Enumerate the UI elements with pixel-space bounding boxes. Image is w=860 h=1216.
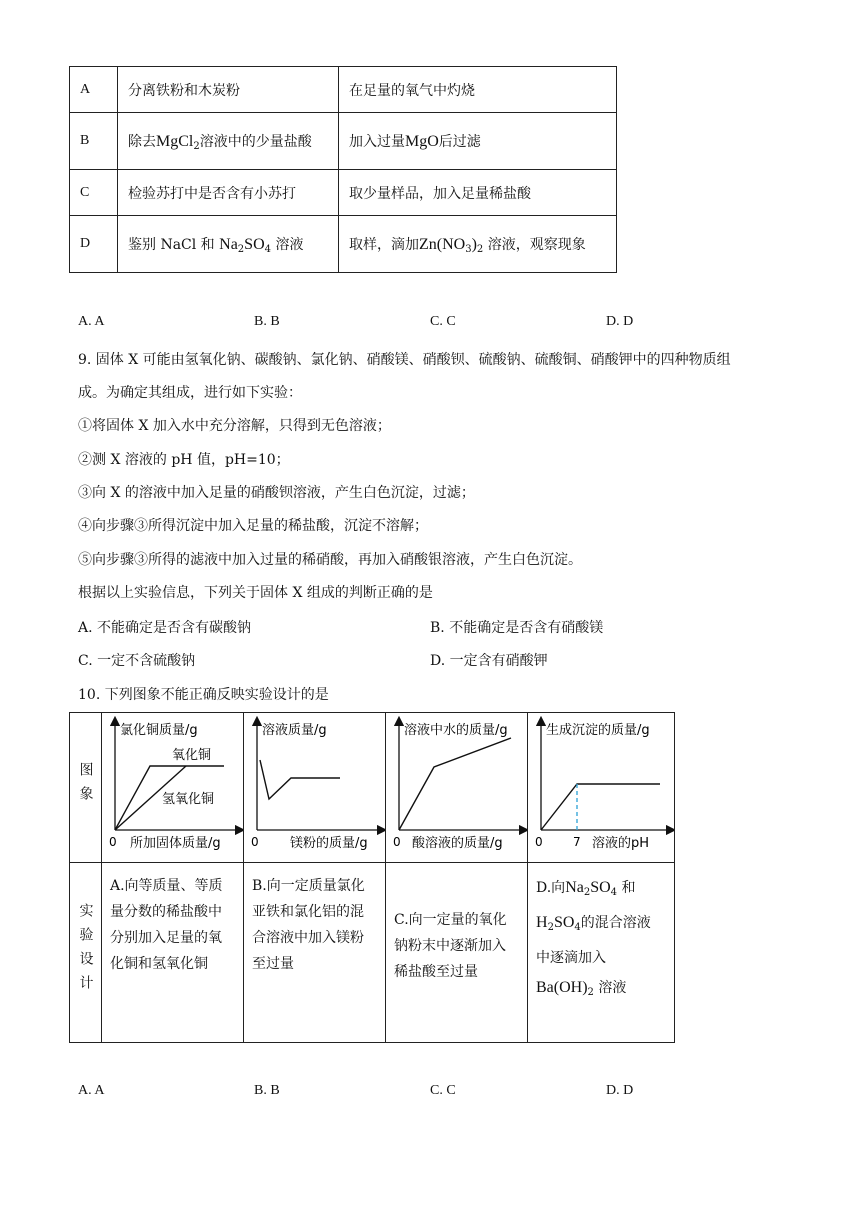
graph-a-cell xyxy=(102,713,244,863)
line-solution-mass xyxy=(260,760,340,799)
x-axis-label: 镁粉的质量/g xyxy=(290,836,368,851)
table-row xyxy=(70,113,617,170)
design-a: A.向等质量、等质 量分数的稀盐酸中 分别加入足量的氧 化铜和氢氧化铜 xyxy=(102,863,244,1043)
row-purpose: 分离铁粉和木炭粉 xyxy=(118,67,339,113)
table-row xyxy=(70,67,617,113)
row-key: A xyxy=(70,67,118,113)
graph-row xyxy=(70,713,675,863)
q8-option-d[interactable]: D. D xyxy=(606,314,634,329)
q9-option-d[interactable]: D. 一定含有硝酸钾 xyxy=(430,653,548,669)
row-method: 取少量样品，加入足量稀盐酸 xyxy=(339,170,617,216)
design-d: D.向$Na_2SO_4$ 和 $H_2SO_4$的混合溶液 中逐滴加入 $Ba(OH)_2$ 溶液 xyxy=(528,863,675,1043)
y-axis-label: 溶液中水的质量/g xyxy=(404,723,508,738)
q8-option-a[interactable]: A. A xyxy=(78,314,105,329)
row-key: D xyxy=(70,216,118,273)
line-precipitate-mass xyxy=(541,784,660,830)
graph-b-cell xyxy=(244,713,386,863)
q9-stem-line1: 9. 固体 X 可能由氢氧化钠、碳酸钠、氯化钠、硝酸镁、硝酸钡、硫酸钠、硫酸铜、硝酸钾中的四种物质组 xyxy=(78,352,731,368)
q9-option-c[interactable]: C. 一定不含硫酸钠 xyxy=(78,653,196,669)
q9-step-3: ③向 X 的溶液中加入足量的硝酸钡溶液，产生白色沉淀，过滤； xyxy=(78,485,475,501)
q8-option-b[interactable]: B. B xyxy=(254,314,280,329)
origin-label: 0 xyxy=(535,835,543,849)
q10-stem: 10. 下列图象不能正确反映实验设计的是 xyxy=(78,687,329,703)
row-method: 在足量的氧气中灼烧 xyxy=(339,67,617,113)
x-axis-label: 溶液的pH xyxy=(592,836,650,851)
row-key: C xyxy=(70,170,118,216)
q10-option-d[interactable]: D. D xyxy=(606,1083,634,1098)
graph-d xyxy=(528,713,674,858)
q10-option-c[interactable]: C. C xyxy=(430,1083,456,1098)
label-copper-hydroxide: 氢氧化铜 xyxy=(162,792,215,807)
question8-table xyxy=(69,66,617,273)
q9-stem-line2: 成。为确定其组成，进行如下实验： xyxy=(78,385,302,401)
row-purpose: 除去MgCl$_2$溶液中的少量盐酸 xyxy=(118,113,339,170)
question10-table xyxy=(69,712,675,1043)
design-c: C.向一定量的氧化 钠粉末中逐渐加入 稀盐酸至过量 xyxy=(386,863,528,1043)
tick-label-7: 7 xyxy=(573,835,581,849)
line-water-mass xyxy=(399,738,511,830)
origin-label: 0 xyxy=(393,835,401,849)
graph-b xyxy=(244,713,385,858)
q8-option-c[interactable]: C. C xyxy=(430,314,456,329)
q10-option-b[interactable]: B. B xyxy=(254,1083,280,1098)
table-row xyxy=(70,216,617,273)
q9-prompt: 根据以上实验信息，下列关于固体 X 组成的判断正确的是 xyxy=(78,585,433,601)
q9-step-4: ④向步骤③所得沉淀中加入足量的稀盐酸，沉淀不溶解； xyxy=(78,518,428,534)
x-axis-label: 酸溶液的质量/g xyxy=(412,836,503,851)
table-row xyxy=(70,170,617,216)
graph-d-cell xyxy=(528,713,675,863)
q9-step-2: ②测 X 溶液的 pH 值，pH=10； xyxy=(78,452,290,468)
origin-label: 0 xyxy=(251,835,259,849)
q9-option-b[interactable]: B. 不能确定是否含有硝酸镁 xyxy=(430,620,604,636)
y-axis-label: 氯化铜质量/g xyxy=(120,723,198,738)
row-head-graph: 图象 xyxy=(70,713,102,863)
q9-step-5: ⑤向步骤③所得的滤液中加入过量的稀硝酸，再加入硝酸银溶液，产生白色沉淀。 xyxy=(78,552,582,568)
row-method: 加入过量MgO后过滤 xyxy=(339,113,617,170)
graph-a xyxy=(102,713,243,858)
graph-c xyxy=(386,713,527,858)
y-axis-label: 溶液质量/g xyxy=(262,723,327,738)
row-purpose: 检验苏打中是否含有小苏打 xyxy=(118,170,339,216)
y-axis-label: 生成沉淀的质量/g xyxy=(546,723,650,738)
x-axis-label: 所加固体质量/g xyxy=(130,836,221,851)
design-row xyxy=(70,863,675,1043)
design-b: B.向一定质量氯化 亚铁和氯化铝的混 合溶液中加入镁粉 至过量 xyxy=(244,863,386,1043)
q10-option-a[interactable]: A. A xyxy=(78,1083,105,1098)
q9-option-a[interactable]: A. 不能确定是否含有碳酸钠 xyxy=(78,620,252,636)
label-copper-oxide: 氧化铜 xyxy=(172,748,212,763)
row-purpose: 鉴别 NaCl 和 $Na_2SO_4$ 溶液 xyxy=(118,216,339,273)
graph-c-cell xyxy=(386,713,528,863)
row-head-design: 实验设计 xyxy=(70,863,102,1043)
row-key: B xyxy=(70,113,118,170)
q9-step-1: ①将固体 X 加入水中充分溶解，只得到无色溶液； xyxy=(78,418,391,434)
row-method: 取样，滴加$Zn(NO_3)_2$ 溶液，观察现象 xyxy=(339,216,617,273)
origin-label: 0 xyxy=(109,835,117,849)
